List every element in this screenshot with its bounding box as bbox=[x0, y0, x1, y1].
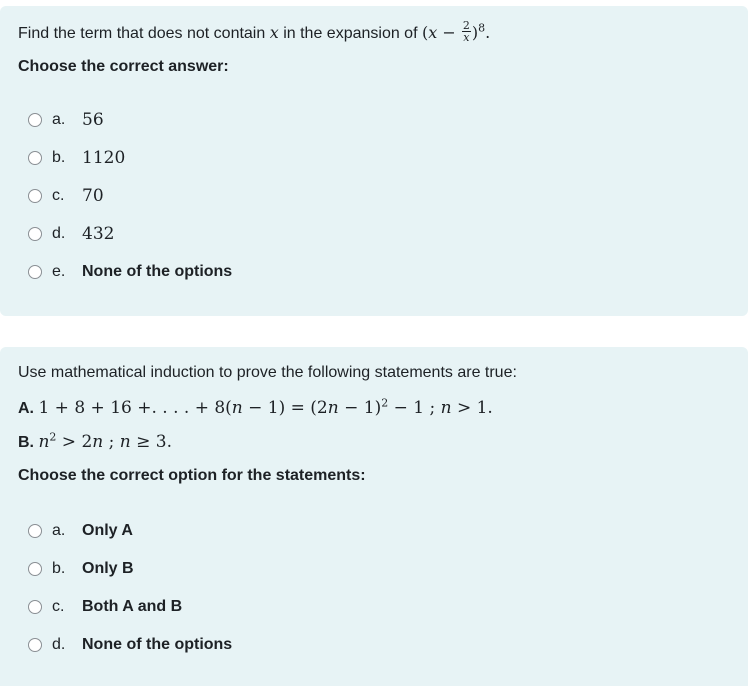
radio-button-icon[interactable] bbox=[28, 189, 42, 203]
question-1-instruction: Choose the correct answer: bbox=[18, 58, 229, 75]
option-text: Both A and B bbox=[82, 598, 183, 615]
question-1-expression bbox=[421, 19, 491, 44]
expr-part: > 2 bbox=[56, 432, 93, 452]
question-1-option-a[interactable] bbox=[28, 110, 104, 130]
statement-b bbox=[18, 432, 172, 453]
expr-var: n bbox=[440, 398, 452, 418]
option-letter: a. bbox=[52, 522, 66, 539]
option-text: 1120 bbox=[82, 148, 126, 168]
question-1-prompt bbox=[18, 19, 491, 45]
radio-button-icon[interactable] bbox=[28, 113, 42, 127]
question-2-option-d[interactable] bbox=[28, 635, 232, 655]
radio-button-icon[interactable] bbox=[28, 227, 42, 241]
option-letter: c. bbox=[52, 187, 65, 204]
statement-a bbox=[18, 398, 493, 419]
question-2-card bbox=[0, 347, 748, 686]
expr-minus: − bbox=[437, 23, 461, 42]
expr-exponent: 8 bbox=[478, 21, 486, 35]
statement-a-expression bbox=[38, 398, 492, 418]
expr-part: > 1. bbox=[451, 398, 493, 418]
radio-button-icon[interactable] bbox=[28, 151, 42, 165]
option-letter: d. bbox=[52, 225, 66, 242]
option-text: None of the options bbox=[82, 636, 233, 653]
fraction-denominator: x bbox=[463, 31, 470, 44]
statement-b-label: B. bbox=[18, 434, 34, 451]
question-1-option-d[interactable] bbox=[28, 224, 114, 244]
question-1-variable: x bbox=[269, 23, 279, 42]
expr-var: n bbox=[119, 432, 131, 452]
question-2-option-c[interactable] bbox=[28, 597, 182, 617]
question-2-instruction: Choose the correct option for the statements: bbox=[18, 467, 366, 484]
option-text: 56 bbox=[82, 110, 104, 130]
question-2-option-a[interactable] bbox=[28, 521, 133, 541]
option-text: 70 bbox=[82, 186, 104, 206]
statement-a-label: A. bbox=[18, 400, 34, 417]
expr-part: ; bbox=[103, 432, 120, 452]
expr-x: x bbox=[428, 23, 438, 42]
expr-part: 1 + 8 + 16 +. . . . + 8( bbox=[38, 398, 232, 418]
option-text: Only B bbox=[82, 560, 134, 577]
question-1-card bbox=[0, 6, 748, 316]
expr-var: n bbox=[92, 432, 104, 452]
expr-var: n bbox=[38, 432, 50, 452]
option-letter: a. bbox=[52, 111, 66, 128]
fraction-numerator: 2 bbox=[462, 19, 470, 32]
statement-b-expression bbox=[38, 432, 172, 452]
option-text: Only A bbox=[82, 522, 133, 539]
expr-part: − 1 ; bbox=[388, 398, 441, 418]
radio-button-icon[interactable] bbox=[28, 600, 42, 614]
expr-period: . bbox=[485, 23, 491, 42]
expr-var: n bbox=[327, 398, 339, 418]
radio-button-icon[interactable] bbox=[28, 265, 42, 279]
option-text: None of the options bbox=[82, 263, 233, 280]
expr-exponent: 2 bbox=[49, 430, 57, 444]
option-text: 432 bbox=[82, 224, 115, 244]
question-2-option-b[interactable] bbox=[28, 559, 134, 579]
option-letter: c. bbox=[52, 598, 65, 615]
question-1-prompt-prefix: Find the term that does not contain bbox=[18, 25, 266, 42]
question-1-option-b[interactable] bbox=[28, 148, 125, 168]
expr-open-paren: ( bbox=[421, 23, 429, 42]
question-1-prompt-middle: in the expansion of bbox=[283, 25, 418, 42]
expr-fraction bbox=[462, 20, 471, 43]
expr-var: n bbox=[231, 398, 243, 418]
question-2-prompt: Use mathematical induction to prove the following statements are true: bbox=[18, 364, 517, 381]
expr-close-paren: ) bbox=[471, 23, 479, 42]
expr-part: ≥ 3. bbox=[130, 432, 173, 452]
expr-part: − 1) bbox=[338, 398, 382, 418]
expr-exponent: 2 bbox=[381, 396, 389, 410]
option-letter: b. bbox=[52, 560, 66, 577]
question-1-option-c[interactable] bbox=[28, 186, 104, 206]
radio-button-icon[interactable] bbox=[28, 562, 42, 576]
option-letter: d. bbox=[52, 636, 66, 653]
question-1-option-e[interactable] bbox=[28, 262, 232, 282]
option-letter: b. bbox=[52, 149, 66, 166]
option-letter: e. bbox=[52, 263, 66, 280]
radio-button-icon[interactable] bbox=[28, 638, 42, 652]
expr-part: − 1) = (2 bbox=[242, 398, 328, 418]
radio-button-icon[interactable] bbox=[28, 524, 42, 538]
